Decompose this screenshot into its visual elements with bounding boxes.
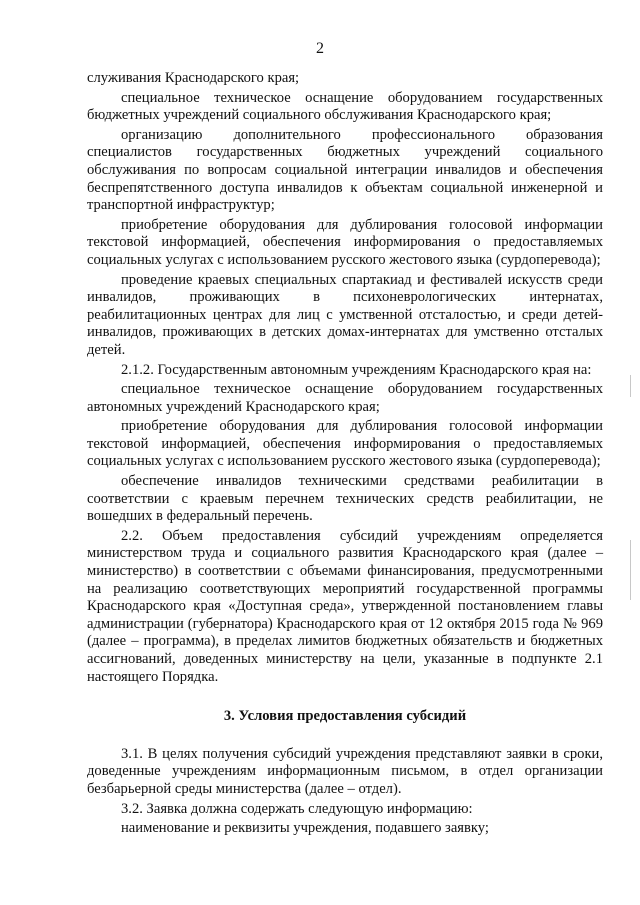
paragraph: обеспечение инвалидов техническими средствами реабилитации в соответствии с краевым перечнем технических средств реабилитации, не вошедших в федеральный перечень.	[87, 473, 603, 525]
paragraph: приобретение оборудования для дублирования голосовой информации текстовой информацией, обеспечения информирования о предоставляемых социальных услугах с использованием русского жестового языка (сурдоперевода);	[87, 418, 603, 470]
paragraph: специальное техническое оснащение оборудованием государственных автономных учреждений Краснодарского края;	[87, 381, 603, 415]
paragraph: специальное техническое оснащение оборудованием государственных бюджетных учреждений социального обслуживания Краснодарского края;	[87, 89, 603, 124]
paragraph: проведение краевых специальных спартакиад и фестивалей искусств среди инвалидов, проживающих в психоневрологических интернатах, реабилитационных центрах для лиц с умственной отсталостью, и среди детей-инвалидов, проживающих в детских домах-интернатах для умственно отсталых детей.	[87, 271, 603, 358]
paragraph: приобретение оборудования для дублирования голосовой информации текстовой информацией, обеспечения информирования о предоставляемых социальных услугах с использованием русского жестового языка (сурдоперевода);	[87, 216, 603, 268]
paragraph: наименование и реквизиты учреждения, подавшего заявку;	[121, 820, 489, 837]
paragraph: 3.1. В целях получения субсидий учреждения представляют заявки в сроки, доведенные учреждениям информационным письмом, в отдел организации безбарьерной среды министерства (далее – отдел).	[87, 745, 603, 797]
paragraph: организацию дополнительного профессионального образования специалистов государственных бюджетных учреждений социального обслуживания по вопросам социальной интеграции инвалидов и обеспечения беспрепятственного доступа инвалидов к объектам социальной инженерной и транспортной инфраструктур;	[87, 126, 603, 214]
document-body	[87, 70, 603, 840]
paragraph: 2.1.2. Государственным автономным учреждениям Краснодарского края на:	[121, 361, 592, 378]
paragraph: 2.2. Объем предоставления субсидий учреждениям определяется министерством труда и социального развития Краснодарского края (далее – министерство) в соответствии с объемами финансирования, предусмотренными на реализацию соответствующих мероприятий государственной программы Краснодарского края «Доступная среда», утвержденной постановлением главы администрации (губернатора) Краснодарского края от 12 октября 2015 года № 969 (далее – программа), в пределах лимитов бюджетных обязательств и бюджетных ассигнований, доведенных министерству на цели, указанные в подпункте 2.1 настоящего Порядка.	[87, 527, 603, 685]
scan-artifact	[630, 375, 631, 397]
paragraph: 3.2. Заявка должна содержать следующую информацию:	[121, 800, 473, 817]
page-number: 2	[316, 40, 324, 57]
paragraph: служивания Краснодарского края;	[87, 70, 300, 86]
section-heading: 3. Условия предоставления субсидий	[223, 708, 467, 725]
scan-artifact	[630, 540, 631, 600]
